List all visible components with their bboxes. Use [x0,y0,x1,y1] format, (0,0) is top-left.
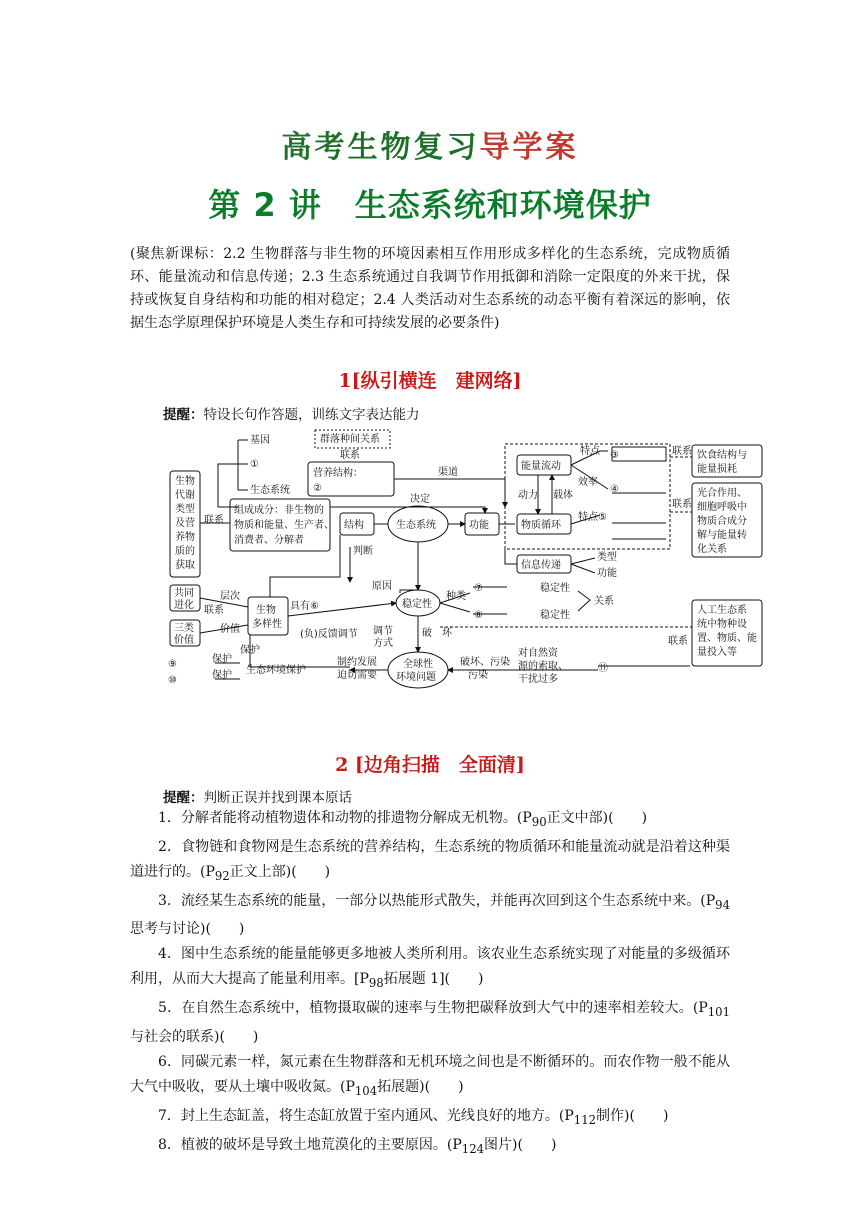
power-label: 动力 [518,490,538,501]
pollute-label: 污染 [468,670,488,681]
composition-line-2: 物质和能量、生产者、 [234,520,334,531]
link-label-top: 联系 [340,450,360,461]
cause-label: 原因 [372,581,392,592]
photo-line-1: 光合作用、 [697,488,747,499]
question-item: 2．食物链和食物网是生态系统的营养结构，生态系统的物质循环和能量流动就是沿着这种渠道进行的。($P_{92}$正文上部)( ) [130,838,730,883]
artificial-line-2: 统中物种设 [697,619,747,630]
hint-text-2: 判断正误并找到课本原话 [203,790,352,806]
left-col-3: 及营 [175,518,195,529]
adjust-line-1: 调节 [373,626,393,637]
structure-label: 结构 [344,520,364,531]
biodiversity-line-1: 生物 [256,605,276,616]
restrict-line-2: 迫切需要 [337,670,377,681]
blank-2: ② [313,483,322,494]
photo-line-5: 化关系 [697,544,727,555]
energy-flow-label: 能量流动 [521,461,561,472]
protect-10-label: 保护 [212,670,232,681]
link-label-lower: 联系 [204,605,224,616]
efficiency-label: 效率 [578,477,598,488]
composition-line-3: 消费者、分解者 [234,535,304,546]
coevolution-line-2: 进化 [174,600,194,611]
has-6-label: 具有⑥ [290,601,319,612]
question-item: 7．封上生态缸盖，将生态缸放置于室内通风、光线良好的地方。($P_{112}$制作)( ) [158,1107,669,1127]
matter-cycle-label: 物质循环 [521,520,561,531]
coevolution-line-1: 共同 [174,588,194,599]
left-col-5: 质的 [175,546,195,557]
feature-label: 特点 [580,446,600,457]
level-label: 层次 [220,591,240,602]
banner-title: 高考生物复习 [281,130,480,165]
link-label-right-2: 联系 [672,499,692,510]
three-values-line-1: 三类 [174,623,194,634]
biodiversity-line-2: 多样性 [252,619,282,630]
left-col-2: 类型 [175,504,195,515]
stability-center-label: 稳定性 [402,599,432,610]
section1-hint [163,403,420,423]
hint-label: 提醒： [163,407,204,423]
question-item: 1．分解者能将动植物遗体和动物的排遗物分解成无机物。($P_{90}$正文中部)( ) [158,810,648,829]
left-col-1: 代谢 [175,490,195,501]
negative-feedback-label: (负)反馈调节 [300,629,358,640]
stability-a-label: 稳定性 [540,583,570,594]
judge-label: 判断 [353,546,373,557]
link-label-left: 联系 [204,515,224,526]
adjust-line-2: 方式 [373,638,393,649]
blank-3: ③ [610,450,619,461]
hint-text: 特设长句作答题，训练文字表达能力 [203,407,420,423]
left-column-labels [175,474,195,571]
decide-label: 决定 [410,494,430,505]
artificial-line-4: 量投入等 [697,647,737,658]
lesson-title: 第 2 讲 生态系统和环境保护 [208,186,652,224]
channel-label: 渠道 [438,467,458,478]
concept-map-diagram [160,427,770,695]
diet-line-1: 饮食结构与 [697,450,747,461]
page-banner [0,122,860,166]
blank-8: ⑧ [474,610,483,621]
section2-hint [163,786,352,806]
section-title-network: 1[纵引横连 建网络] [338,370,522,392]
composition-line-1: 组成成分：非生物的 [234,505,324,516]
diet-line-2: 能量损耗 [697,464,737,475]
restrict-line-1: 制约发展 [337,657,377,668]
gene-label: 基因 [250,435,270,446]
left-col-0: 生物 [175,476,195,487]
artificial-line-1: 人工生态系 [697,605,747,616]
carrier-label: 载体 [553,490,573,501]
hint-label-2: 提醒： [163,790,204,806]
function-label: 功能 [469,520,489,531]
blank-7: ⑦ [474,583,483,594]
three-values-line-2: 价值 [174,635,194,646]
question-item: 5．在自然生态系统中，植物摄取碳的速率与生物把碳释放到大气中的速率相差较大。($P_{101}$与社会的联系)( ) [130,1000,730,1045]
destroy-label: 破 坏 [422,628,452,639]
trophic-structure-label: 营养结构： [313,468,363,479]
question-item: 6．同碳元素一样，氮元素在生物群落和无机环境之间也是不断循环的。而农作物一般不能从大气中吸收，要从土壤中吸收氮。($P_{104}$拓展题)( ) [130,1053,730,1098]
env-protect-label: 生态环境保护 [246,665,306,676]
global-line-1: 全球性 [403,659,433,670]
protect-9-label: 保护 [212,654,232,665]
photo-line-2: 细胞呼吸中 [697,502,747,513]
question-item: 3．流经某生态系统的能量，一部分以热能形式散失，并能再次回到这个生态系统中来。($P_{94}$思考与讨论)( ) [130,892,730,938]
info-function-label: 功能 [597,568,617,579]
ecosystem-level-label: 生态系统 [250,485,290,496]
section-title-scan: 2 [边角扫描 全面清] [335,754,525,776]
photo-line-4: 解与能量转 [697,530,747,541]
relation-label: 关系 [594,596,614,607]
info-transfer-label: 信息传递 [521,560,561,571]
link-label-right-1: 联系 [672,446,692,457]
stability-b-label: 稳定性 [540,610,570,621]
blank-4: ④ [610,484,619,495]
exploit-line-2: 源的索取、 [518,661,568,672]
blank-9: ⑨ [168,659,177,670]
info-type-label: 类型 [597,552,617,563]
blank-1: ① [250,459,259,470]
exploit-line-1: 对自然资 [518,648,558,659]
left-col-4: 养物 [175,532,195,543]
blank-10: ⑩ [168,675,177,686]
left-col-6: 获取 [175,560,195,571]
artificial-line-3: 置、物质、能 [697,633,757,644]
question-item: 8．植被的破坏是导致土地荒漠化的主要原因。($P_{124}$图片)( ) [158,1136,557,1156]
ecosystem-center-label: 生态系统 [396,520,436,531]
question-list [130,806,730,1161]
banner-highlight: 导学案 [479,130,579,165]
question-item: 4．图中生态系统的能量能够更多地被人类所利用。该农业生态系统实现了对能量的多级循环利用，从而大大提高了能量利用率。[$P_{98}$拓展题 1]( ) [130,946,730,991]
exploit-line-3: 干扰过多 [518,674,558,685]
protect-arrow-label: 保护 [240,645,260,656]
damage-pollute-label: 破坏、污染 [460,657,510,668]
blank-11: ⑪ [598,663,608,674]
global-line-2: 环境问题 [396,672,436,683]
curriculum-intro: (聚焦新课标：2.2 生物群落与非生物的环境因素相互作用形成多样化的生态系统，完成物质循环、能量流动和信息传递；2.3 生态系统通过自我调节作用抵御和消除一定限度的外来干扰，保持或恢复自身结构和功能的相对稳定；2.4 人类活动对生态系统的动态平衡有着深远的影响，依据生态学原理保护环境是人类生存和可持续发展的必要条件) [130,246,730,331]
kind-label: 种类 [446,591,466,602]
community-relation-label: 群落种间关系 [320,434,380,445]
value-label: 价值 [220,624,240,635]
link-label-bottom: 联系 [668,636,688,647]
feature-5-label: 特点⑤ [578,512,607,523]
photo-line-3: 物质合成分 [697,516,747,527]
